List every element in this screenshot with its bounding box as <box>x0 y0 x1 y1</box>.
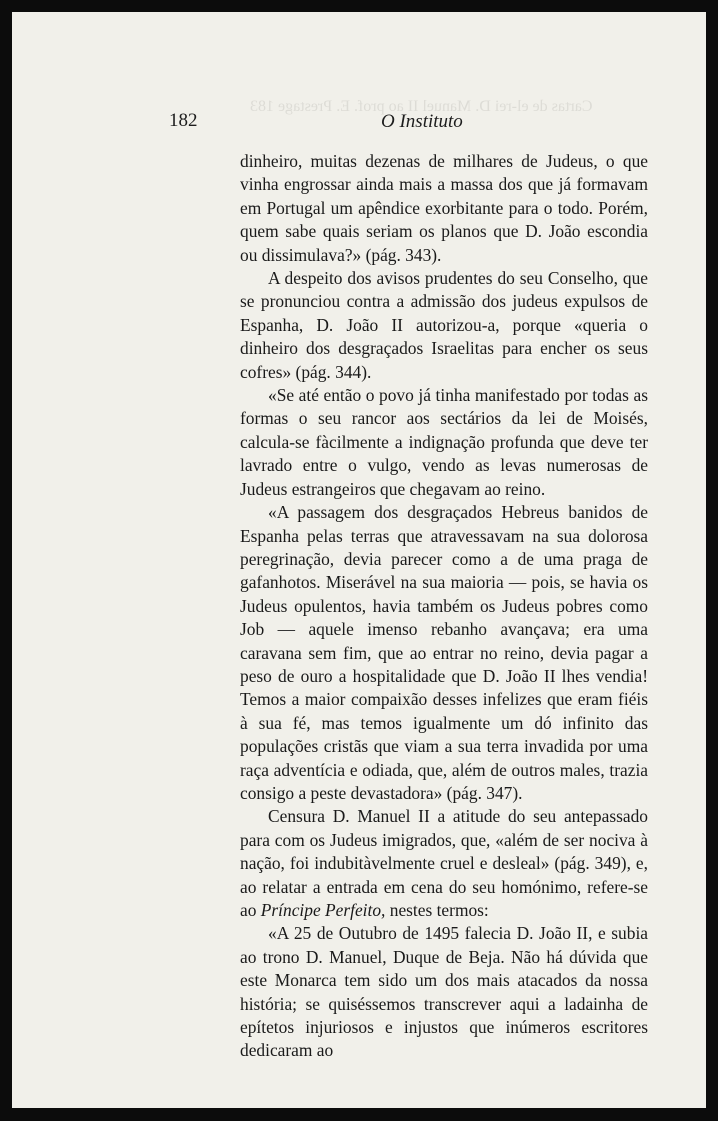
running-title: O Instituto <box>381 111 463 132</box>
page-number: 182 <box>169 110 198 131</box>
book-page <box>12 12 706 1108</box>
paragraph-4: «A passagem dos desgraçados Hebreus banidos de Espanha pelas terras que atravessavam na sua dolorosa peregrinação, devia parecer como a de uma praga de gafanhotos. Miserável na sua maioria — pois, se havia os Judeus opulentos, havia também os Judeus pobres como Job — aquele imenso rebanho avançava; era uma caravana sem fim, que ao entrar no reino, devia pagar a peso de ouro a hospitalidade que D. João II lhes vendia! Temos a maior compaixão desses infelizes que eram fiéis à sua fé, mas temos igualmente um dó infinito das populações cristãs que viam a sua terra invadida por uma raça adventícia e odiada, que, além de outros males, trazia consigo a peste devastadora» (pág. 347). <box>240 502 648 803</box>
italic-phrase: Príncipe Perfeito, <box>260 900 386 920</box>
paragraph-1: dinheiro, muitas dezenas de milhares de Judeus, o que vinha engrossar ainda mais a massa dos que já formavam em Portugal um apêndice exorbitante para o todo. Porém, quem sabe quais seriam os planos que D. João escondia ou dissimulava?» (pág. 343). <box>240 151 648 265</box>
body-text <box>240 150 648 1063</box>
paragraph-6: «A 25 de Outubro de 1495 falecia D. João II, e subia ao trono D. Manuel, Duque de Beja. Não há dúvida que este Monarca tem sido um dos mais atacados da nossa história; se quiséssemos transcrever aqui a ladainha de epítetos injuriosos e injustos que inúmeros escritores dedicaram ao <box>240 923 648 1061</box>
paragraph-5-text: Censura D. Manuel II a atitude do seu antepassado para com os Judeus imigrados, que, «além de ser nociva à nação, foi indubitàvelmente cruel e desleal» (pág. 349), e, ao relatar a entrada em cena do seu homónimo, refere-se ao <box>240 806 648 920</box>
bleed-through-header: Cartas de el-rei D. Manuel II ao prof. E. Prestage 183 <box>250 98 593 115</box>
paragraph-5-tail: nestes termos: <box>389 900 489 920</box>
page-header <box>169 110 659 134</box>
paragraph-5 <box>240 805 648 922</box>
paragraph-3: «Se até então o povo já tinha manifestado por todas as formas o seu rancor aos sectários da lei de Moisés, calcula-se fàcilmente a indignação profunda que deve ter lavrado entre o vulgo, vendo as levas numerosas de Judeus estrangeiros que chegavam ao reino. <box>240 385 648 499</box>
paragraph-2: A despeito dos avisos prudentes do seu Conselho, que se pronunciou contra a admissão dos judeus expulsos de Espanha, D. João II autorizou-a, porque «queria o dinheiro dos desgraçados Israelitas para encher os seus cofres» (pág. 344). <box>240 268 648 382</box>
